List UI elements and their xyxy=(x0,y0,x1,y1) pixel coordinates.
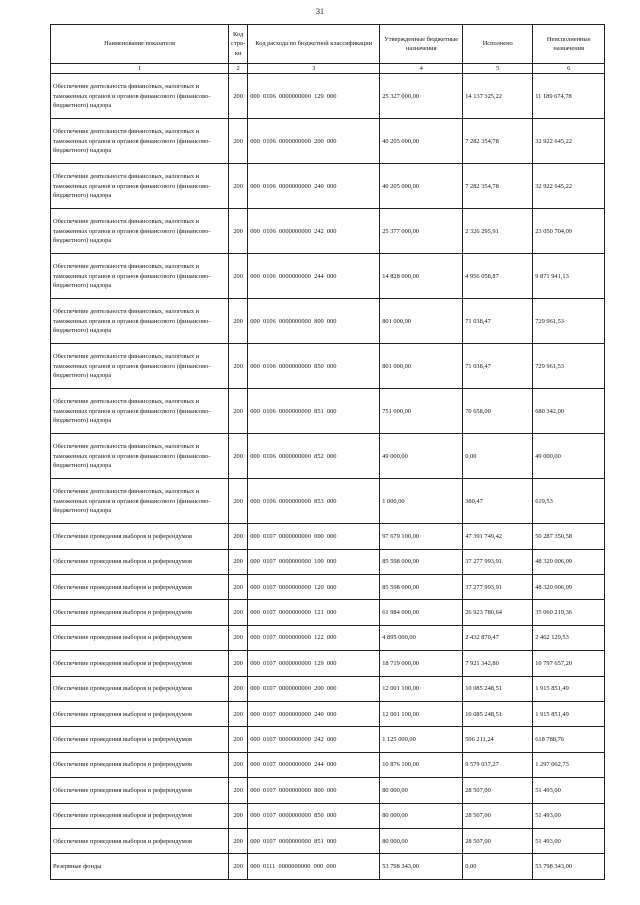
table-row xyxy=(51,164,605,209)
row-name: Обеспечение деятельности финансовых, налоговых и таможенных органов и органов финансового (финансово-бюджетного) надзора xyxy=(51,164,229,209)
row-unexecuted: 50 287 350,58 xyxy=(533,524,605,549)
row-executed: 28 507,00 xyxy=(463,803,533,828)
row-unexecuted: 32 922 645,22 xyxy=(533,164,605,209)
row-budget-code: 000 0106 0000000000 851 000 xyxy=(248,389,380,434)
row-line-code: 200 xyxy=(229,164,248,209)
table-row xyxy=(51,299,605,344)
row-name: Обеспечение проведения выборов и референдумов xyxy=(51,651,229,676)
row-executed: 14 137 325,22 xyxy=(463,74,533,119)
row-executed: 380,47 xyxy=(463,479,533,524)
row-unexecuted: 48 320 006,09 xyxy=(533,549,605,574)
table-row xyxy=(51,651,605,676)
row-budget-code: 000 0106 0000000000 853 000 xyxy=(248,479,380,524)
row-executed: 10 085 248,51 xyxy=(463,676,533,701)
table-row xyxy=(51,828,605,853)
row-line-code: 200 xyxy=(229,752,248,777)
row-executed: 9 579 037,27 xyxy=(463,752,533,777)
row-budget-code: 000 0106 0000000000 129 000 xyxy=(248,74,380,119)
row-budget-code: 000 0107 0000000000 122 000 xyxy=(248,625,380,650)
row-line-code: 200 xyxy=(229,209,248,254)
table-row xyxy=(51,524,605,549)
row-budget-code: 000 0107 0000000000 100 000 xyxy=(248,549,380,574)
row-approved: 12 001 100,00 xyxy=(380,676,463,701)
row-line-code: 200 xyxy=(229,549,248,574)
row-approved: 1 000,00 xyxy=(380,479,463,524)
table-body xyxy=(51,74,605,879)
row-budget-code: 000 0107 0000000000 121 000 xyxy=(248,600,380,625)
row-unexecuted: 51 493,00 xyxy=(533,778,605,803)
row-unexecuted: 1 915 851,49 xyxy=(533,676,605,701)
row-unexecuted: 1 297 062,73 xyxy=(533,752,605,777)
row-name: Обеспечение деятельности финансовых, налоговых и таможенных органов и органов финансового (финансово-бюджетного) надзора xyxy=(51,74,229,119)
row-executed: 7 921 342,80 xyxy=(463,651,533,676)
column-number: 5 xyxy=(463,64,533,74)
column-number: 4 xyxy=(380,64,463,74)
header-name: Наименование показателя xyxy=(51,25,229,64)
row-executed: 26 923 780,64 xyxy=(463,600,533,625)
row-line-code: 200 xyxy=(229,74,248,119)
row-approved: 80 000,00 xyxy=(380,828,463,853)
column-number: 1 xyxy=(51,64,229,74)
row-name: Обеспечение деятельности финансовых, налоговых и таможенных органов и органов финансового (финансово-бюджетного) надзора xyxy=(51,119,229,164)
row-name: Обеспечение деятельности финансовых, налоговых и таможенных органов и органов финансового (финансово-бюджетного) надзора xyxy=(51,254,229,299)
row-unexecuted: 11 189 674,78 xyxy=(533,74,605,119)
row-approved: 40 205 000,00 xyxy=(380,164,463,209)
row-budget-code: 000 0106 0000000000 244 000 xyxy=(248,254,380,299)
row-executed: 7 282 354,78 xyxy=(463,119,533,164)
row-unexecuted: 9 871 941,13 xyxy=(533,254,605,299)
row-approved: 10 876 100,00 xyxy=(380,752,463,777)
table-row xyxy=(51,727,605,752)
row-line-code: 200 xyxy=(229,828,248,853)
row-executed: 71 038,47 xyxy=(463,344,533,389)
row-name: Обеспечение проведения выборов и референдумов xyxy=(51,524,229,549)
row-name: Резервные фонды xyxy=(51,854,229,879)
row-unexecuted: 618 788,76 xyxy=(533,727,605,752)
row-line-code: 200 xyxy=(229,803,248,828)
row-unexecuted: 1 915 851,49 xyxy=(533,702,605,727)
row-line-code: 200 xyxy=(229,651,248,676)
row-unexecuted: 680 342,00 xyxy=(533,389,605,434)
row-executed: 506 211,24 xyxy=(463,727,533,752)
row-line-code: 200 xyxy=(229,676,248,701)
row-name: Обеспечение деятельности финансовых, налоговых и таможенных органов и органов финансового (финансово-бюджетного) надзора xyxy=(51,209,229,254)
row-name: Обеспечение проведения выборов и референдумов xyxy=(51,752,229,777)
row-line-code: 200 xyxy=(229,344,248,389)
row-budget-code: 000 0107 0000000000 120 000 xyxy=(248,575,380,600)
row-name: Обеспечение проведения выборов и референдумов xyxy=(51,803,229,828)
row-executed: 71 038,47 xyxy=(463,299,533,344)
row-budget-code: 000 0107 0000000000 000 000 xyxy=(248,524,380,549)
column-number: 6 xyxy=(533,64,605,74)
row-budget-code: 000 0106 0000000000 240 000 xyxy=(248,164,380,209)
row-name: Обеспечение проведения выборов и референдумов xyxy=(51,778,229,803)
row-executed: 7 282 354,78 xyxy=(463,164,533,209)
column-number: 3 xyxy=(248,64,380,74)
row-approved: 25 377 000,00 xyxy=(380,209,463,254)
table-row xyxy=(51,854,605,879)
row-line-code: 200 xyxy=(229,254,248,299)
row-approved: 40 205 000,00 xyxy=(380,119,463,164)
table-row xyxy=(51,600,605,625)
row-line-code: 200 xyxy=(229,625,248,650)
row-name: Обеспечение проведения выборов и референдумов xyxy=(51,600,229,625)
row-approved: 801 000,00 xyxy=(380,344,463,389)
row-line-code: 200 xyxy=(229,479,248,524)
row-executed: 37 277 993,91 xyxy=(463,575,533,600)
table-row xyxy=(51,479,605,524)
row-budget-code: 000 0106 0000000000 800 000 xyxy=(248,299,380,344)
column-number: 2 xyxy=(229,64,248,74)
row-budget-code: 000 0107 0000000000 129 000 xyxy=(248,651,380,676)
row-executed: 70 658,00 xyxy=(463,389,533,434)
row-budget-code: 000 0107 0000000000 850 000 xyxy=(248,803,380,828)
row-line-code: 200 xyxy=(229,119,248,164)
row-executed: 37 277 993,91 xyxy=(463,549,533,574)
row-budget-code: 000 0107 0000000000 200 000 xyxy=(248,676,380,701)
table-row xyxy=(51,344,605,389)
header-executed: Исполнено xyxy=(463,25,533,64)
row-budget-code: 000 0107 0000000000 851 000 xyxy=(248,828,380,853)
row-unexecuted: 53 798 343,00 xyxy=(533,854,605,879)
row-approved: 4 895 000,00 xyxy=(380,625,463,650)
table-row xyxy=(51,702,605,727)
row-line-code: 200 xyxy=(229,389,248,434)
row-name: Обеспечение проведения выборов и референдумов xyxy=(51,625,229,650)
page-number: 31 xyxy=(316,7,324,16)
row-approved: 85 598 000,00 xyxy=(380,549,463,574)
table-row xyxy=(51,434,605,479)
row-name: Обеспечение деятельности финансовых, налоговых и таможенных органов и органов финансового (финансово-бюджетного) надзора xyxy=(51,479,229,524)
row-approved: 53 798 343,00 xyxy=(380,854,463,879)
row-name: Обеспечение проведения выборов и референдумов xyxy=(51,575,229,600)
row-executed: 0,00 xyxy=(463,854,533,879)
header-row xyxy=(51,25,605,64)
table-row xyxy=(51,676,605,701)
table-row xyxy=(51,209,605,254)
row-name: Обеспечение деятельности финансовых, налоговых и таможенных органов и органов финансового (финансово-бюджетного) надзора xyxy=(51,344,229,389)
row-name: Обеспечение проведения выборов и референдумов xyxy=(51,828,229,853)
row-name: Обеспечение деятельности финансовых, налоговых и таможенных органов и органов финансового (финансово-бюджетного) надзора xyxy=(51,434,229,479)
row-unexecuted: 35 060 219,36 xyxy=(533,600,605,625)
row-approved: 801 000,00 xyxy=(380,299,463,344)
row-unexecuted: 619,53 xyxy=(533,479,605,524)
row-executed: 4 956 058,87 xyxy=(463,254,533,299)
row-budget-code: 000 0107 0000000000 800 000 xyxy=(248,778,380,803)
budget-execution-table xyxy=(50,24,605,880)
table-row xyxy=(51,549,605,574)
row-budget-code: 000 0107 0000000000 240 000 xyxy=(248,702,380,727)
row-approved: 25 327 000,00 xyxy=(380,74,463,119)
header-budget-code: Код расхода по бюджетной классификации xyxy=(248,25,380,64)
row-name: Обеспечение проведения выборов и референдумов xyxy=(51,676,229,701)
row-unexecuted: 48 320 006,09 xyxy=(533,575,605,600)
row-unexecuted: 49 000,00 xyxy=(533,434,605,479)
row-approved: 12 001 100,00 xyxy=(380,702,463,727)
row-executed: 28 507,00 xyxy=(463,828,533,853)
row-executed: 2 326 295,91 xyxy=(463,209,533,254)
row-approved: 1 125 000,00 xyxy=(380,727,463,752)
row-unexecuted: 23 050 704,09 xyxy=(533,209,605,254)
table-row xyxy=(51,575,605,600)
row-line-code: 200 xyxy=(229,575,248,600)
row-line-code: 200 xyxy=(229,434,248,479)
row-approved: 49 000,00 xyxy=(380,434,463,479)
table-row xyxy=(51,74,605,119)
table-row xyxy=(51,389,605,434)
table-row xyxy=(51,778,605,803)
row-unexecuted: 10 797 657,20 xyxy=(533,651,605,676)
row-unexecuted: 729 961,53 xyxy=(533,344,605,389)
row-budget-code: 000 0106 0000000000 850 000 xyxy=(248,344,380,389)
table-row xyxy=(51,119,605,164)
row-approved: 80 000,00 xyxy=(380,803,463,828)
row-name: Обеспечение проведения выборов и референдумов xyxy=(51,549,229,574)
header-approved: Утвержденные бюджетные назначения xyxy=(380,25,463,64)
row-line-code: 200 xyxy=(229,299,248,344)
row-line-code: 200 xyxy=(229,702,248,727)
row-executed: 10 085 248,51 xyxy=(463,702,533,727)
row-approved: 80 000,00 xyxy=(380,778,463,803)
row-budget-code: 000 0107 0000000000 244 000 xyxy=(248,752,380,777)
row-line-code: 200 xyxy=(229,524,248,549)
row-unexecuted: 729 961,53 xyxy=(533,299,605,344)
row-executed: 2 432 870,47 xyxy=(463,625,533,650)
row-budget-code: 000 0106 0000000000 200 000 xyxy=(248,119,380,164)
row-executed: 28 507,00 xyxy=(463,778,533,803)
header-line-code: Код стро-ки xyxy=(229,25,248,64)
row-executed: 0,00 xyxy=(463,434,533,479)
table-row xyxy=(51,254,605,299)
row-unexecuted: 32 922 645,22 xyxy=(533,119,605,164)
column-number-row xyxy=(51,64,605,74)
row-approved: 18 719 000,00 xyxy=(380,651,463,676)
row-budget-code: 000 0107 0000000000 242 000 xyxy=(248,727,380,752)
row-unexecuted: 51 493,00 xyxy=(533,828,605,853)
table-row xyxy=(51,625,605,650)
row-line-code: 200 xyxy=(229,727,248,752)
row-approved: 97 679 100,00 xyxy=(380,524,463,549)
row-name: Обеспечение проведения выборов и референдумов xyxy=(51,727,229,752)
row-line-code: 200 xyxy=(229,600,248,625)
row-name: Обеспечение деятельности финансовых, налоговых и таможенных органов и органов финансового (финансово-бюджетного) надзора xyxy=(51,299,229,344)
row-approved: 85 598 000,00 xyxy=(380,575,463,600)
row-name: Обеспечение деятельности финансовых, налоговых и таможенных органов и органов финансового (финансово-бюджетного) надзора xyxy=(51,389,229,434)
row-budget-code: 000 0111 0000000000 000 000 xyxy=(248,854,380,879)
row-unexecuted: 51 493,00 xyxy=(533,803,605,828)
table-row xyxy=(51,803,605,828)
table-row xyxy=(51,752,605,777)
row-approved: 61 984 000,00 xyxy=(380,600,463,625)
row-unexecuted: 2 462 129,53 xyxy=(533,625,605,650)
row-budget-code: 000 0106 0000000000 852 000 xyxy=(248,434,380,479)
row-name: Обеспечение проведения выборов и референдумов xyxy=(51,702,229,727)
row-line-code: 200 xyxy=(229,854,248,879)
row-executed: 47 391 749,42 xyxy=(463,524,533,549)
row-budget-code: 000 0106 0000000000 242 000 xyxy=(248,209,380,254)
row-approved: 14 828 000,00 xyxy=(380,254,463,299)
header-unexecuted: Неисполненные назначения xyxy=(533,25,605,64)
row-approved: 751 000,00 xyxy=(380,389,463,434)
row-line-code: 200 xyxy=(229,778,248,803)
